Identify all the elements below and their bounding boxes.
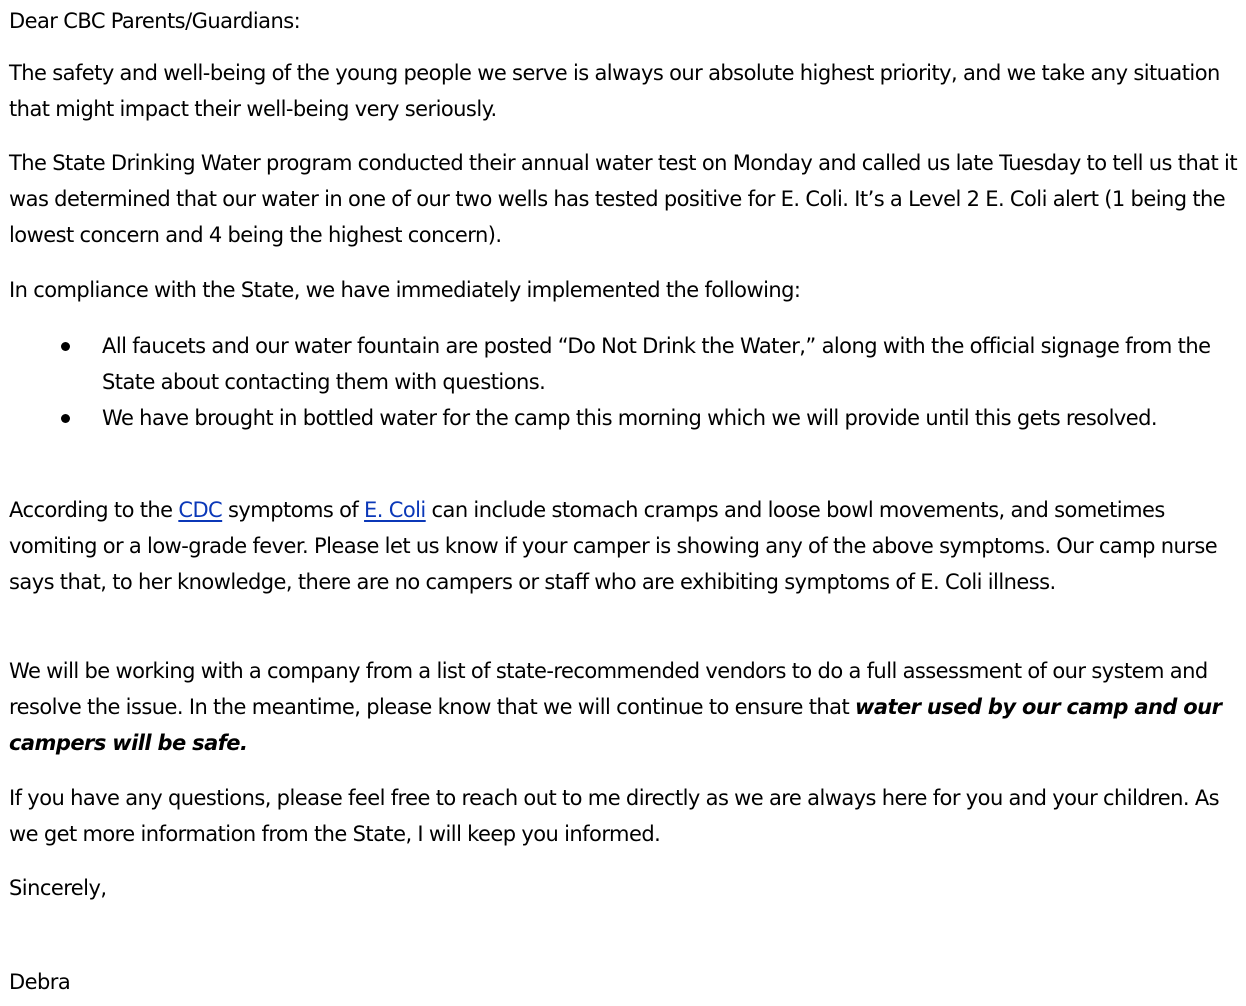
bullet-text: All faucets and our water fountain are posted “Do Not Drink the Water,” along with the official signage from the State about contacting them with questions.: [102, 334, 1211, 394]
e-coli-link[interactable]: E. Coli: [364, 498, 426, 522]
paragraph-water-test: The State Drinking Water program conducted their annual water test on Monday and called us late Tuesday to tell us that it was determined that our water in one of our two wells has tested positive for E. Coli. It’s a Level 2 E. Coli alert (1 being the lowest concern and 4 being the highest concern).: [9, 151, 1238, 247]
assessment-text: We will be working with a company from a list of state-recommended vendors to do a full assessment of our system and resolve the issue. In the meantime, please know that we will continue to ensure that: [9, 659, 1208, 719]
paragraph-compliance-intro: In compliance with the State, we have immediately implemented the following:: [9, 278, 801, 302]
bullet-icon: [61, 342, 70, 351]
paragraph-symptoms: [9, 492, 1241, 600]
salutation: Dear CBC Parents/Guardians:: [9, 9, 301, 33]
bullet-text: We have brought in bottled water for the camp this morning which we will provide until this gets resolved.: [102, 406, 1158, 430]
cdc-link[interactable]: CDC: [178, 498, 223, 522]
assessment-emphasis: water used by our camp and our campers will be safe.: [9, 695, 1222, 755]
symptoms-text-pre: According to the: [9, 498, 179, 522]
paragraph-safety-priority: The safety and well-being of the young people we serve is always our absolute highest priority, and we take any situation that might impact their well-being very seriously.: [9, 61, 1220, 121]
signature-name: Debra: [9, 970, 71, 994]
bullet-icon: [61, 414, 70, 423]
paragraph-assessment: [9, 653, 1241, 761]
symptoms-text-mid: symptoms of: [222, 498, 365, 522]
symptoms-text-post: can include stomach cramps and loose bowl movements, and sometimes vomiting or a low-grade fever. Please let us know if your camper is showing any of the above symptoms. Our camp nurse says that, to her knowledge, there are no campers or staff who are exhibiting symptoms of E. Coli illness.: [9, 498, 1218, 594]
closing: Sincerely,: [9, 876, 107, 900]
paragraph-questions: If you have any questions, please feel free to reach out to me directly as we are always here for you and your children. As we get more information from the State, I will keep you informed.: [9, 786, 1220, 846]
